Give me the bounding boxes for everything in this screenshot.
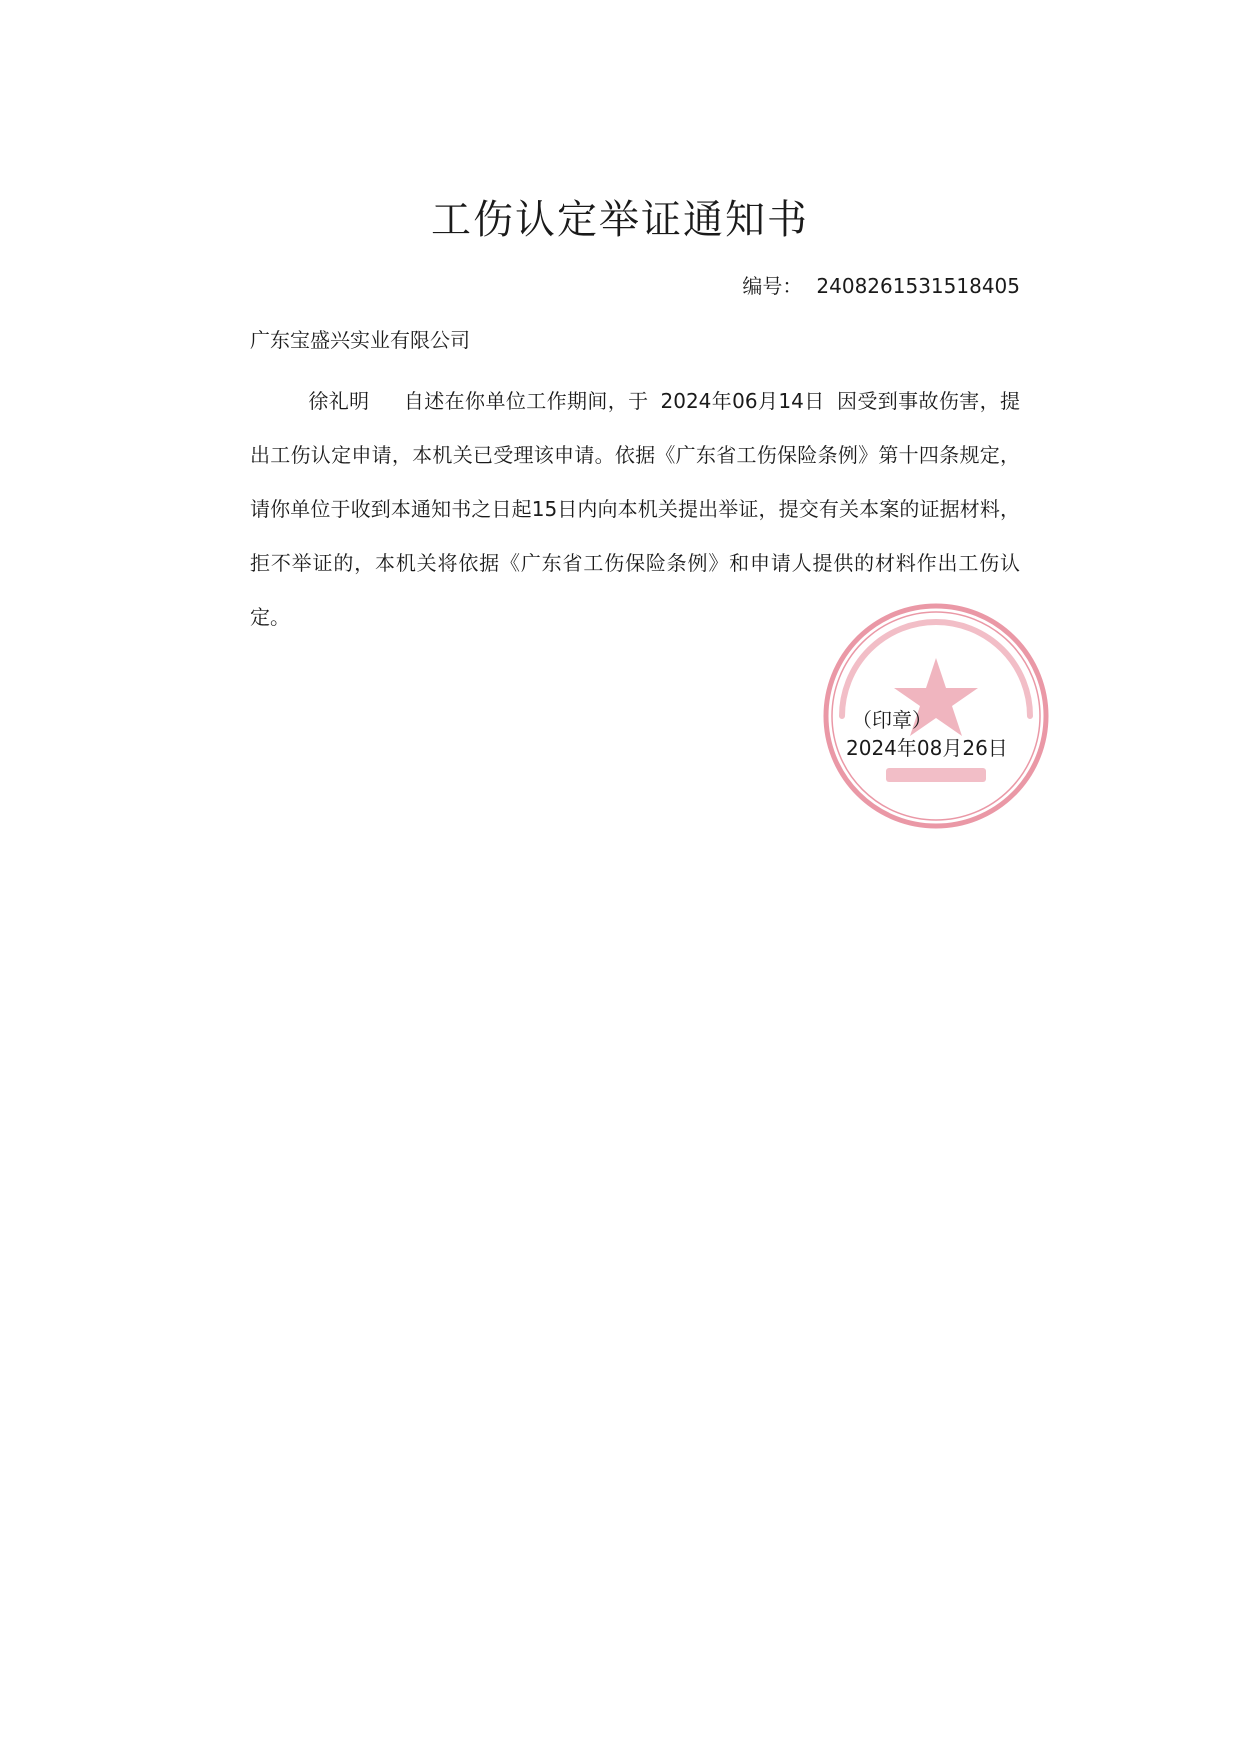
document-number-value: 2408261531518405	[816, 274, 1020, 298]
seal-note: （印章）	[852, 708, 932, 732]
body-segment-1: 自述在你单位工作期间，于	[403, 389, 649, 413]
document-number	[742, 270, 1020, 299]
accident-date: 2024年06月14日	[660, 389, 825, 413]
applicant-name: 徐礼明	[308, 389, 370, 413]
signed-date: 2024年08月26日	[846, 736, 1008, 760]
body-segment-2: 因受到事故伤害，提出工伤认定申请，本机关已受理该申请。依据《广东省工伤保险条例》第十四条规定，请你单位于收到本通知书之日起15日内向本机关提出举证，提交有关本案的证据材料，拒不举证的，本机关将依据《广东省工伤保险条例》和申请人提供的材料作出工伤认定。	[250, 389, 1021, 629]
recipient-company: 广东宝盛兴实业有限公司	[250, 328, 470, 352]
document-number-label: 编号：	[742, 274, 803, 298]
document-title: 工伤认定举证通知书	[431, 197, 809, 243]
